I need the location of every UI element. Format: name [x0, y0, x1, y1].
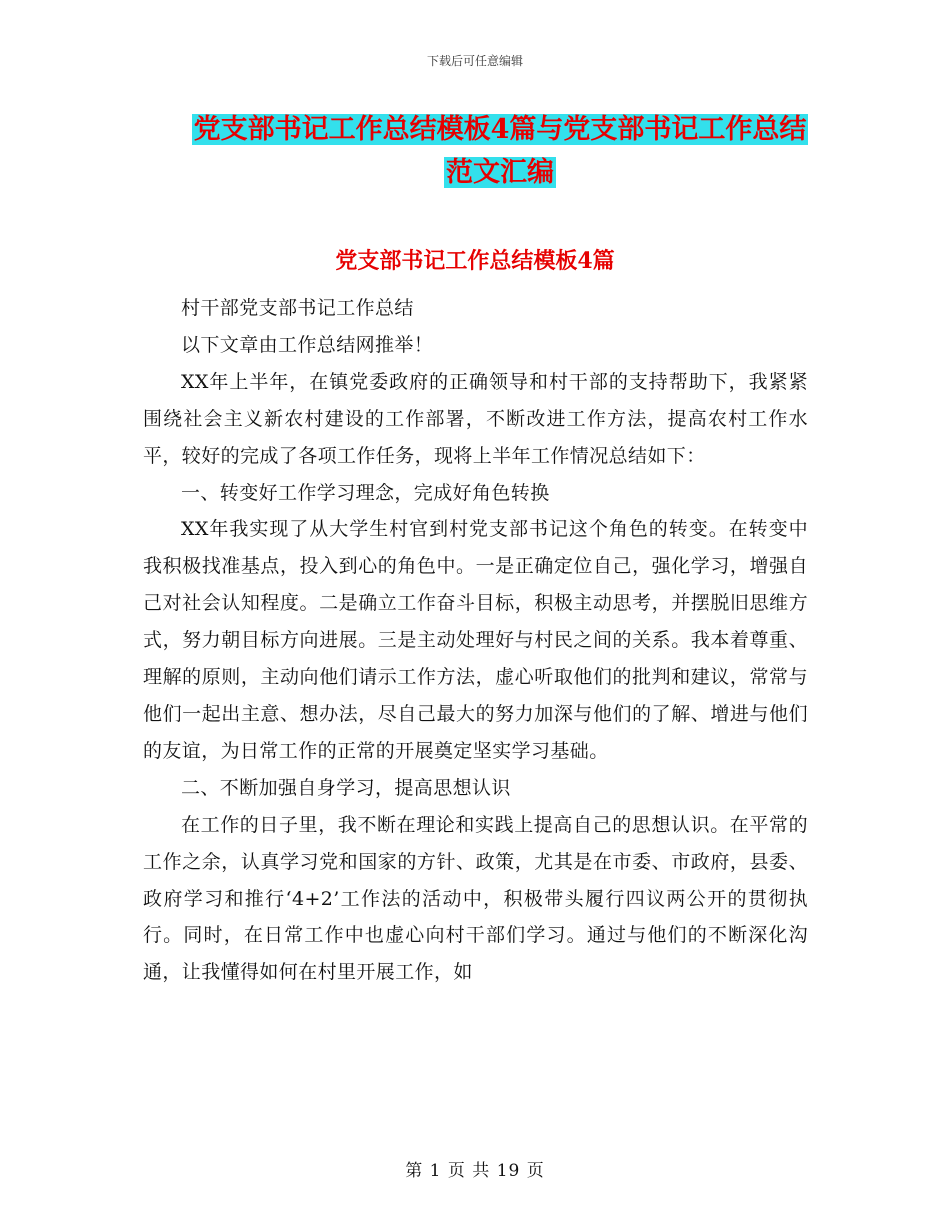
title-highlight-2: 范文汇编 — [446, 157, 554, 188]
paragraph: 一、转变好工作学习理念，完成好角色转换 — [181, 481, 550, 504]
page-footer: 第 1 页 共 19 页 — [405, 1161, 545, 1181]
title-highlight-1: 党支部书记工作总结模板4篇与党支部书记工作总结 — [193, 114, 807, 145]
header-note: 下载后可任意编辑 — [426, 54, 523, 68]
paragraph: 村干部党支部书记工作总结 — [181, 297, 414, 319]
paragraph: 以下文章由工作总结网推举！ — [181, 333, 434, 356]
body-text — [143, 290, 808, 991]
paragraph: 在工作的日子里，我不断在理论和实践上提高自己的思想认识。在平常的工作之余，认真学习党和国家的方针、政策，尤其是在市委、市政府，县委、政府学习和推行‘4+2’工作法的活动中，积极带头履行四议两公开的贯彻执行。同时，在日常工作中也虚心向村干部们学习。通过与他们的不断深化沟通，让我懂得如何在村里开展工作，如 — [143, 813, 808, 984]
paragraph: XX年我实现了从大学生村官到村党支部书记这个角色的转变。在转变中我积极找准基点，投入到心的角色中。一是正确定位自己，强化学习，增强自己对社会认知程度。二是确立工作奋斗目标，积极主动思考，并摆脱旧思维方式，努力朝目标方向进展。三是主动处理好与村民之间的关系。我本着尊重、理解的原则，主动向他们请示工作方法，虚心听取他们的批判和建议，常常与他们一起出主意、想办法，尽自己最大的努力加深与他们的了解、增进与他们的友谊，为日常工作的正常的开展奠定坚实学习基础。 — [143, 518, 808, 762]
section-title: 党支部书记工作总结模板4篇 — [335, 248, 615, 274]
document-title-line-2 — [190, 153, 810, 193]
document-title-line-1 — [190, 110, 810, 150]
paragraph: XX年上半年，在镇党委政府的正确领导和村干部的支持帮助下，我紧紧围绕社会主义新农村建设的工作部署，不断改进工作方法，提高农村工作水平，较好的完成了各项工作任务，现将上半年工作情况总结如下： — [143, 370, 808, 467]
paragraph: 二、不断加强自身学习，提高思想认识 — [181, 776, 511, 799]
